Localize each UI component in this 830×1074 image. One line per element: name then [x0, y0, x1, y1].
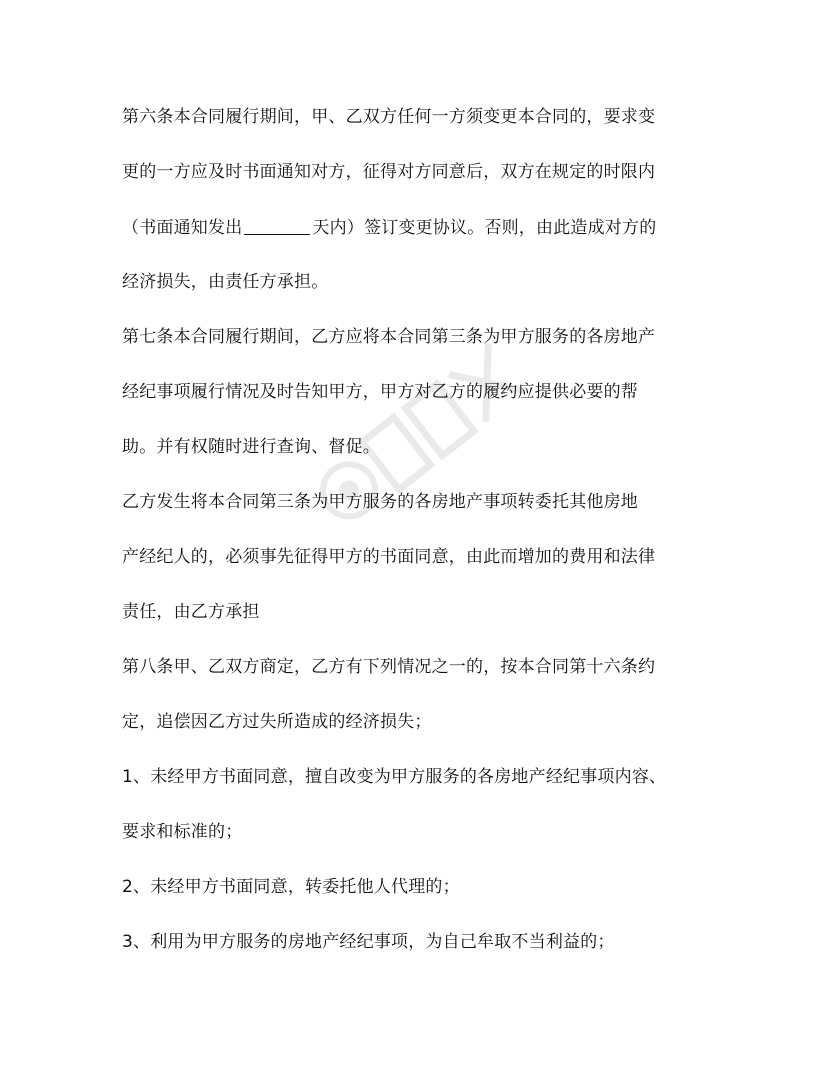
paragraph-line: 第七条本合同履行期间，乙方应将本合同第三条为甲方服务的各房地产 — [122, 327, 656, 347]
paragraph-line: 乙方发生将本合同第三条为甲方服务的各房地产事项转委托其他房地 — [122, 492, 638, 512]
paragraph-line: 责任，由乙方承担 — [122, 602, 260, 622]
list-item: 2、未经甲方书面同意，转委托他人代理的； — [122, 877, 460, 897]
list-item: 3、利用为甲方服务的房地产经纪事项，为自己牟取不当利益的； — [122, 932, 615, 952]
fill-in-blank — [244, 216, 310, 235]
line-text-after-blank: 天内）签订变更协议。否则，由此造成对方的 — [312, 218, 657, 238]
line-text-before-blank: （书面通知发出 — [122, 218, 243, 238]
watermark-logo — [292, 318, 549, 552]
paragraph-line: 第八条甲、乙双方商定，乙方有下列情况之一的，按本合同第十六条约 — [122, 657, 656, 677]
paragraph-line: 经济损失，由责任方承担。 — [122, 272, 329, 292]
paragraph-line: 经纪事项履行情况及时告知甲方，甲方对乙方的履约应提供必要的帮 — [122, 382, 638, 402]
paragraph-line: 第六条本合同履行期间，甲、乙双方任何一方须变更本合同的，要求变 — [122, 107, 656, 127]
paragraph-line: 助。并有权随时进行查询、督促。 — [122, 437, 380, 457]
list-item: 1、未经甲方书面同意，擅自改变为甲方服务的各房地产经纪事项内容、 — [122, 767, 667, 787]
paragraph-line: 定，追偿因乙方过失所造成的经济损失； — [122, 712, 432, 732]
list-item-continuation: 要求和标准的； — [122, 822, 243, 842]
paragraph-line — [122, 216, 656, 239]
paragraph-line: 产经纪人的，必须事先征得甲方的书面同意，由此而增加的费用和法律 — [122, 547, 656, 567]
paragraph-line: 更的一方应及时书面通知对方，征得对方同意后，双方在规定的时限内 — [122, 162, 656, 182]
